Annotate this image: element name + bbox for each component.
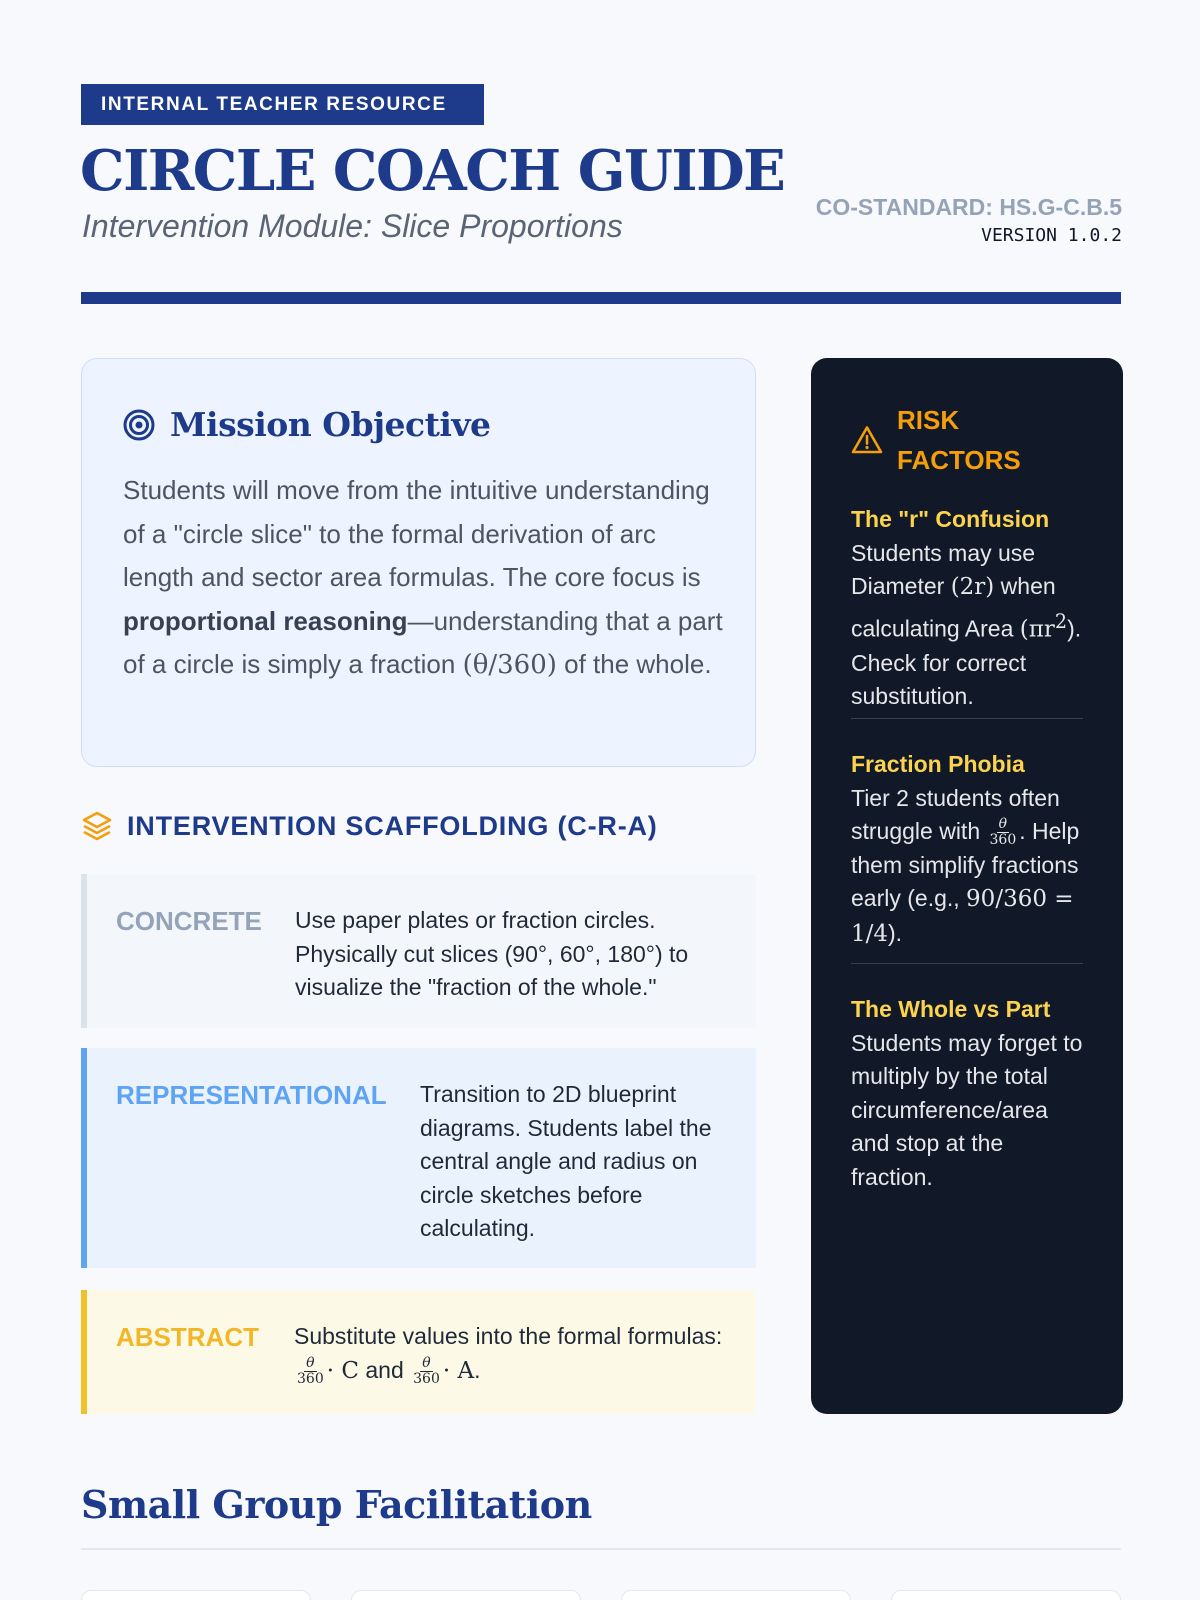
- concrete-text: Use paper plates or fraction circles. Physically cut slices (90°, 60°, 180°) to visualize the "fraction of the whole.": [295, 907, 689, 1000]
- abstract-card: [81, 1290, 756, 1414]
- risk-item-text: Students may use Diameter (2r) when calculating Area $(\pi r^2)$. Check for correct substitution.: [851, 539, 1082, 710]
- facilitation-card: [621, 1590, 851, 1600]
- fraction-expression: (θ/360): [462, 650, 557, 680]
- page-subtitle: Intervention Module: Slice Proportions: [82, 208, 623, 244]
- resource-badge: INTERNAL TEACHER RESOURCE: [81, 84, 484, 125]
- risk-item-heading: The "r" Confusion: [851, 506, 1050, 532]
- section-title: Small Group Facilitation: [81, 1482, 592, 1527]
- representational-card: [81, 1048, 756, 1268]
- fraction: $\frac{\theta}{360}$: [989, 816, 1017, 849]
- mission-header: [122, 405, 491, 444]
- mission-text: Students will move from the intuitive understanding of a "circle slice" to the formal derivation of arc length and sector area formulas. The core focus is proportional reasoning—understanding that a part of a circle is simply a fraction (θ/360) of the whole.: [123, 475, 723, 680]
- standard-code: CO-STANDARD: HS.G-C.B.5: [815, 194, 1122, 220]
- page-title: CIRCLE COACH GUIDE: [80, 138, 785, 204]
- fraction: $\frac{\theta}{360}$: [297, 1354, 324, 1387]
- scaffolding-title: INTERVENTION SCAFFOLDING (C-R-A): [127, 810, 658, 841]
- risk-divider: [851, 963, 1083, 964]
- risk-item-heading: Fraction Phobia: [851, 751, 1025, 777]
- version-label: VERSION 1.0.2: [981, 225, 1122, 246]
- risk-factors-panel: [811, 358, 1123, 1414]
- risk-item: [851, 993, 1083, 1194]
- section-divider: [81, 1548, 1121, 1550]
- scaffolding-header: [81, 810, 658, 842]
- layers-icon: [81, 810, 113, 842]
- facilitation-card: [891, 1590, 1121, 1600]
- facilitation-card: [351, 1590, 581, 1600]
- representational-text: Transition to 2D blueprint diagrams. Students label the central angle and radius on circle sketches before calculating.: [420, 1081, 712, 1241]
- risk-divider: [851, 718, 1083, 719]
- risk-title: RISK FACTORS: [897, 405, 1021, 475]
- target-icon: [122, 408, 156, 442]
- header-divider: [81, 292, 1121, 304]
- risk-item-heading: The Whole vs Part: [851, 996, 1051, 1022]
- concrete-card: [81, 874, 756, 1028]
- risk-item-text: Tier 2 students often struggle with $\frac{\theta}{360}$ . Help them simplify fractions early (e.g., 90/360 = 1/4).: [851, 784, 1080, 947]
- risk-item-text: Students may forget to multiply by the total circumference/area and stop at the fraction.: [851, 1029, 1083, 1190]
- abstract-text: Substitute values into the formal formulas: $\frac{\theta}{360}$ · C and $\frac{\theta}{360}$ · A.: [294, 1323, 723, 1387]
- mission-title: Mission Objective: [170, 405, 491, 444]
- fraction: $\frac{\theta}{360}$: [413, 1354, 440, 1387]
- risk-header: [851, 400, 1047, 480]
- key-concept: proportional reasoning: [123, 605, 408, 636]
- concrete-label: CONCRETE: [116, 906, 262, 936]
- risk-item: [851, 503, 1083, 714]
- warning-icon: [851, 424, 883, 456]
- representational-label: REPRESENTATIONAL: [116, 1080, 387, 1110]
- risk-item: [851, 748, 1083, 951]
- abstract-label: ABSTRACT: [116, 1322, 259, 1352]
- mission-objective-card: [81, 358, 756, 767]
- facilitation-card: [81, 1590, 311, 1600]
